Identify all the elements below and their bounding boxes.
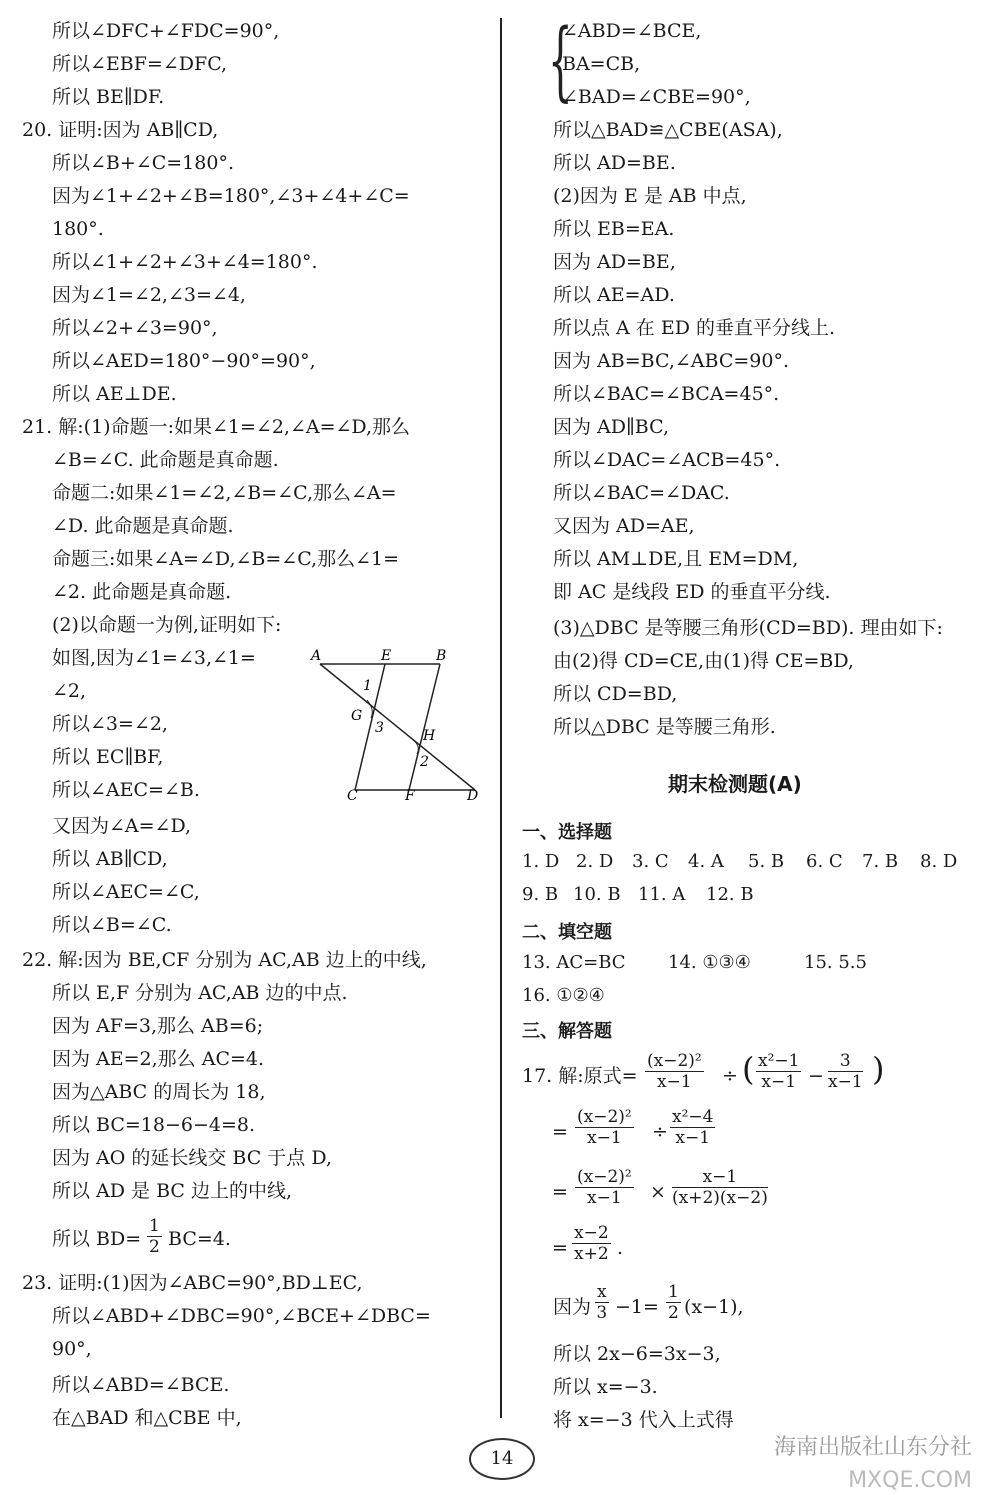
bd-fraction-den: 2 xyxy=(149,1237,160,1257)
bd-prefix: 所以 BD= xyxy=(52,1228,142,1250)
q17-div2: ÷ xyxy=(652,1121,668,1143)
left-line: 所以 E,F 分别为 AC,AB 边的中点. xyxy=(52,982,348,1004)
right-line: 因为 AB=BC,∠ABC=90°. xyxy=(553,350,789,372)
q17-frac2: $\frac{\text{x²−1}}{x-1}$ xyxy=(758,1051,800,1092)
left-line: ∠B=∠C. 此命题是真命题. xyxy=(52,449,279,471)
right-line: 由(2)得 CD=CE,由(1)得 CE=BD, xyxy=(553,650,854,672)
choice-answer: 3. C xyxy=(632,851,669,872)
choice-answer: 9. B xyxy=(522,884,559,905)
choice-answer: 8. D xyxy=(920,851,958,872)
label-2: 2 xyxy=(420,754,429,770)
q17-eq3: = xyxy=(552,1237,568,1259)
q17-frac9: $\frac{x}{3}$ xyxy=(596,1282,608,1323)
bd-line xyxy=(52,1226,141,1252)
q17-frac3: $\frac{3}{x-1}$ xyxy=(828,1051,863,1092)
fill-answer: 14. ①③④ xyxy=(668,952,751,973)
q17-frac1: $\frac{\text{(x−2)²}}{x-1}$ xyxy=(647,1051,702,1092)
left-line: 所以 AB∥CD, xyxy=(52,848,168,870)
left-line: 命题二:如果∠1=∠2,∠B=∠C,那么∠A= xyxy=(52,482,397,504)
left-line: 180°. xyxy=(52,218,104,240)
left-line: 所以∠ABD+∠DBC=90°,∠BCE+∠DBC= xyxy=(52,1305,431,1327)
right-line: 又因为 AD=AE, xyxy=(553,515,695,537)
q17-label: 17. 解:原式= xyxy=(522,1065,638,1087)
right-line: 所以△BAD≌△CBE(ASA), xyxy=(553,119,783,141)
choice-answer: 2. D xyxy=(576,851,614,872)
right-line: ∠BAD=∠CBE=90°, xyxy=(562,86,751,108)
bd-fraction-num: 1 xyxy=(149,1216,160,1236)
q17-frac7: $\frac{x-1}{(x+2)(x-2)}$ xyxy=(672,1167,768,1208)
label-A: A xyxy=(311,648,322,664)
right-line: 所以 AE=AD. xyxy=(553,284,675,306)
choice-answer: 7. B xyxy=(862,851,899,872)
label-F: F xyxy=(405,788,415,802)
q17-minus: − xyxy=(808,1065,824,1087)
left-line: 因为 AF=3,那么 AB=6; xyxy=(52,1015,264,1037)
left-line: 命题三:如果∠A=∠D,∠B=∠C,那么∠1= xyxy=(52,548,400,570)
left-line: 因为△ABC 的周长为 18, xyxy=(52,1081,266,1103)
exam-title: 期末检测题(A) xyxy=(668,772,802,796)
left-line: 20. 证明:因为 AB∥CD, xyxy=(22,119,219,141)
label-H: H xyxy=(423,728,436,744)
right-line: 所以∠BAC=∠DAC. xyxy=(553,482,730,504)
choice-answer: 11. A xyxy=(638,884,686,905)
left-line: 所以∠EBF=∠DFC, xyxy=(52,53,228,75)
line-ad xyxy=(320,664,475,790)
choice-answer: 10. B xyxy=(573,884,621,905)
column-divider xyxy=(500,18,502,1418)
section-choice: 一、选择题 xyxy=(522,822,612,843)
left-line: 如图,因为∠1=∠3,∠1= xyxy=(52,647,256,669)
left-line: 22. 解:因为 BE,CF 分别为 AC,AB 边上的中线, xyxy=(22,949,427,971)
label-D: D xyxy=(467,788,479,802)
watermark-site: MXQE.COM xyxy=(848,1468,972,1493)
left-line: ∠D. 此命题是真命题. xyxy=(52,515,234,537)
left-line: 23. 证明:(1)因为∠ABC=90°,BD⊥EC, xyxy=(22,1272,363,1294)
choice-answer: 4. A xyxy=(688,851,724,872)
right-line: 所以 CD=BD, xyxy=(553,683,678,705)
q17-period: . xyxy=(617,1237,624,1259)
paren-close: ) xyxy=(872,1050,885,1088)
fill-answer: 13. AC=BC xyxy=(522,952,626,973)
label-G: G xyxy=(351,708,363,724)
left-line: 因为 AE=2,那么 AC=4. xyxy=(52,1048,265,1070)
label-B: B xyxy=(436,648,447,664)
left-line: 所以∠AEC=∠B. xyxy=(52,779,200,801)
left-line: ∠2. 此命题是真命题. xyxy=(52,581,232,603)
left-line: 90°, xyxy=(52,1338,92,1360)
q17-tail: (x−1), xyxy=(684,1296,744,1318)
choice-answer: 6. C xyxy=(806,851,843,872)
fill-answer: 15. 5.5 xyxy=(804,952,867,973)
q17-div: ÷ xyxy=(722,1065,738,1087)
choice-answer: 1. D xyxy=(522,851,560,872)
q17-line3: 将 x=−3 代入上式得 xyxy=(553,1409,734,1431)
q17-eq1: = xyxy=(552,1121,568,1143)
left-line: (2)以命题一为例,证明如下: xyxy=(52,614,282,636)
angle-arc-2 xyxy=(413,740,418,754)
right-line: 所以∠BAC=∠BCA=45°. xyxy=(553,383,780,405)
right-line: 因为 AD=BE, xyxy=(553,251,676,273)
q17-times: × xyxy=(650,1181,666,1203)
q17-frac5: $\frac{\text{x²−4}}{x-1}$ xyxy=(672,1107,714,1148)
line-bf xyxy=(409,664,440,790)
fill-answer: 16. ①②④ xyxy=(522,985,605,1006)
right-line: 所以点 A 在 ED 的垂直平分线上. xyxy=(553,317,836,339)
left-line: 因为∠1=∠2,∠3=∠4, xyxy=(52,284,246,306)
label-E: E xyxy=(381,648,392,664)
right-line: 即 AC 是线段 ED 的垂直平分线. xyxy=(553,581,831,603)
left-line: 21. 解:(1)命题一:如果∠1=∠2,∠A=∠D,那么 xyxy=(22,416,411,438)
q17-eq2: = xyxy=(552,1181,568,1203)
bd-suffix: BC=4. xyxy=(168,1228,231,1250)
section-fill: 二、填空题 xyxy=(522,922,612,943)
paren-open: ( xyxy=(742,1050,755,1088)
right-line: ∠ABD=∠BCE, xyxy=(562,20,702,42)
right-line: 所以∠DAC=∠ACB=45°. xyxy=(553,449,781,471)
left-line: 所以∠2+∠3=90°, xyxy=(52,317,218,339)
choice-answer: 5. B xyxy=(748,851,785,872)
left-line: 因为∠1+∠2+∠B=180°,∠3+∠4+∠C= xyxy=(52,185,410,207)
left-line: 所以∠1+∠2+∠3+∠4=180°. xyxy=(52,251,318,273)
label-1: 1 xyxy=(363,678,372,694)
label-C: C xyxy=(347,788,358,802)
left-line: 所以∠B=∠C. xyxy=(52,914,172,936)
right-line: 所以 AM⊥DE,且 EM=DM, xyxy=(553,548,799,570)
watermark: 海南出版社山东分社 xyxy=(773,1435,972,1460)
q17-mid: −1= xyxy=(615,1296,659,1318)
right-line: 所以 EB=EA. xyxy=(553,218,675,240)
left-line: 因为 AO 的延长线交 BC 于点 D, xyxy=(52,1147,332,1169)
left-line: 又因为∠A=∠D, xyxy=(52,815,192,837)
right-line: (3)△DBC 是等腰三角形(CD=BD). 理由如下: xyxy=(553,617,943,639)
left-line: 所以∠B+∠C=180°. xyxy=(52,152,234,174)
q17-because: 因为 xyxy=(553,1296,592,1318)
left-line: 所以∠AEC=∠C, xyxy=(52,881,200,903)
q17-frac6: $\frac{\text{(x−2)²}}{x-1}$ xyxy=(577,1167,632,1208)
q21-figure xyxy=(305,642,495,802)
right-line: 所以△DBC 是等腰三角形. xyxy=(553,716,776,738)
left-line: 所以∠DFC+∠FDC=90°, xyxy=(52,20,280,42)
q17-frac10: $\frac{1}{2}$ xyxy=(668,1282,679,1323)
left-line: 所以 EC∥BF, xyxy=(52,746,164,768)
right-line: 因为 AD∥BC, xyxy=(553,416,669,438)
page-number: 14 xyxy=(469,1438,535,1480)
q17-frac4: $\frac{\text{(x−2)²}}{x-1}$ xyxy=(577,1107,632,1148)
left-line: ∠2, xyxy=(52,680,87,702)
label-3: 3 xyxy=(375,720,384,736)
right-line: BA=CB, xyxy=(562,53,641,75)
choice-answer: 12. B xyxy=(706,884,754,905)
left-line: 所以∠3=∠2, xyxy=(52,713,168,735)
section-solve: 三、解答题 xyxy=(522,1021,612,1042)
bd-fraction xyxy=(147,1216,162,1257)
q17-frac8: $\frac{x-2}{x+2}$ xyxy=(574,1223,609,1264)
left-line: 所以 BE∥DF. xyxy=(52,86,165,108)
left-line: 在△BAD 和△CBE 中, xyxy=(52,1407,242,1429)
right-line: 所以 AD=BE. xyxy=(553,152,676,174)
q17-line2: 所以 x=−3. xyxy=(553,1376,658,1398)
q17-line1: 所以 2x−6=3x−3, xyxy=(553,1343,721,1365)
left-line: 所以 AE⊥DE. xyxy=(52,383,177,405)
brace-icon: { xyxy=(548,11,573,111)
right-line: (2)因为 E 是 AB 中点, xyxy=(553,185,747,207)
left-line: 所以∠ABD=∠BCE. xyxy=(52,1374,230,1396)
left-line: 所以 AD 是 BC 边上的中线, xyxy=(52,1180,293,1202)
left-line: 所以∠AED=180°−90°=90°, xyxy=(52,350,316,372)
left-line: 所以 BC=18−6−4=8. xyxy=(52,1114,256,1136)
